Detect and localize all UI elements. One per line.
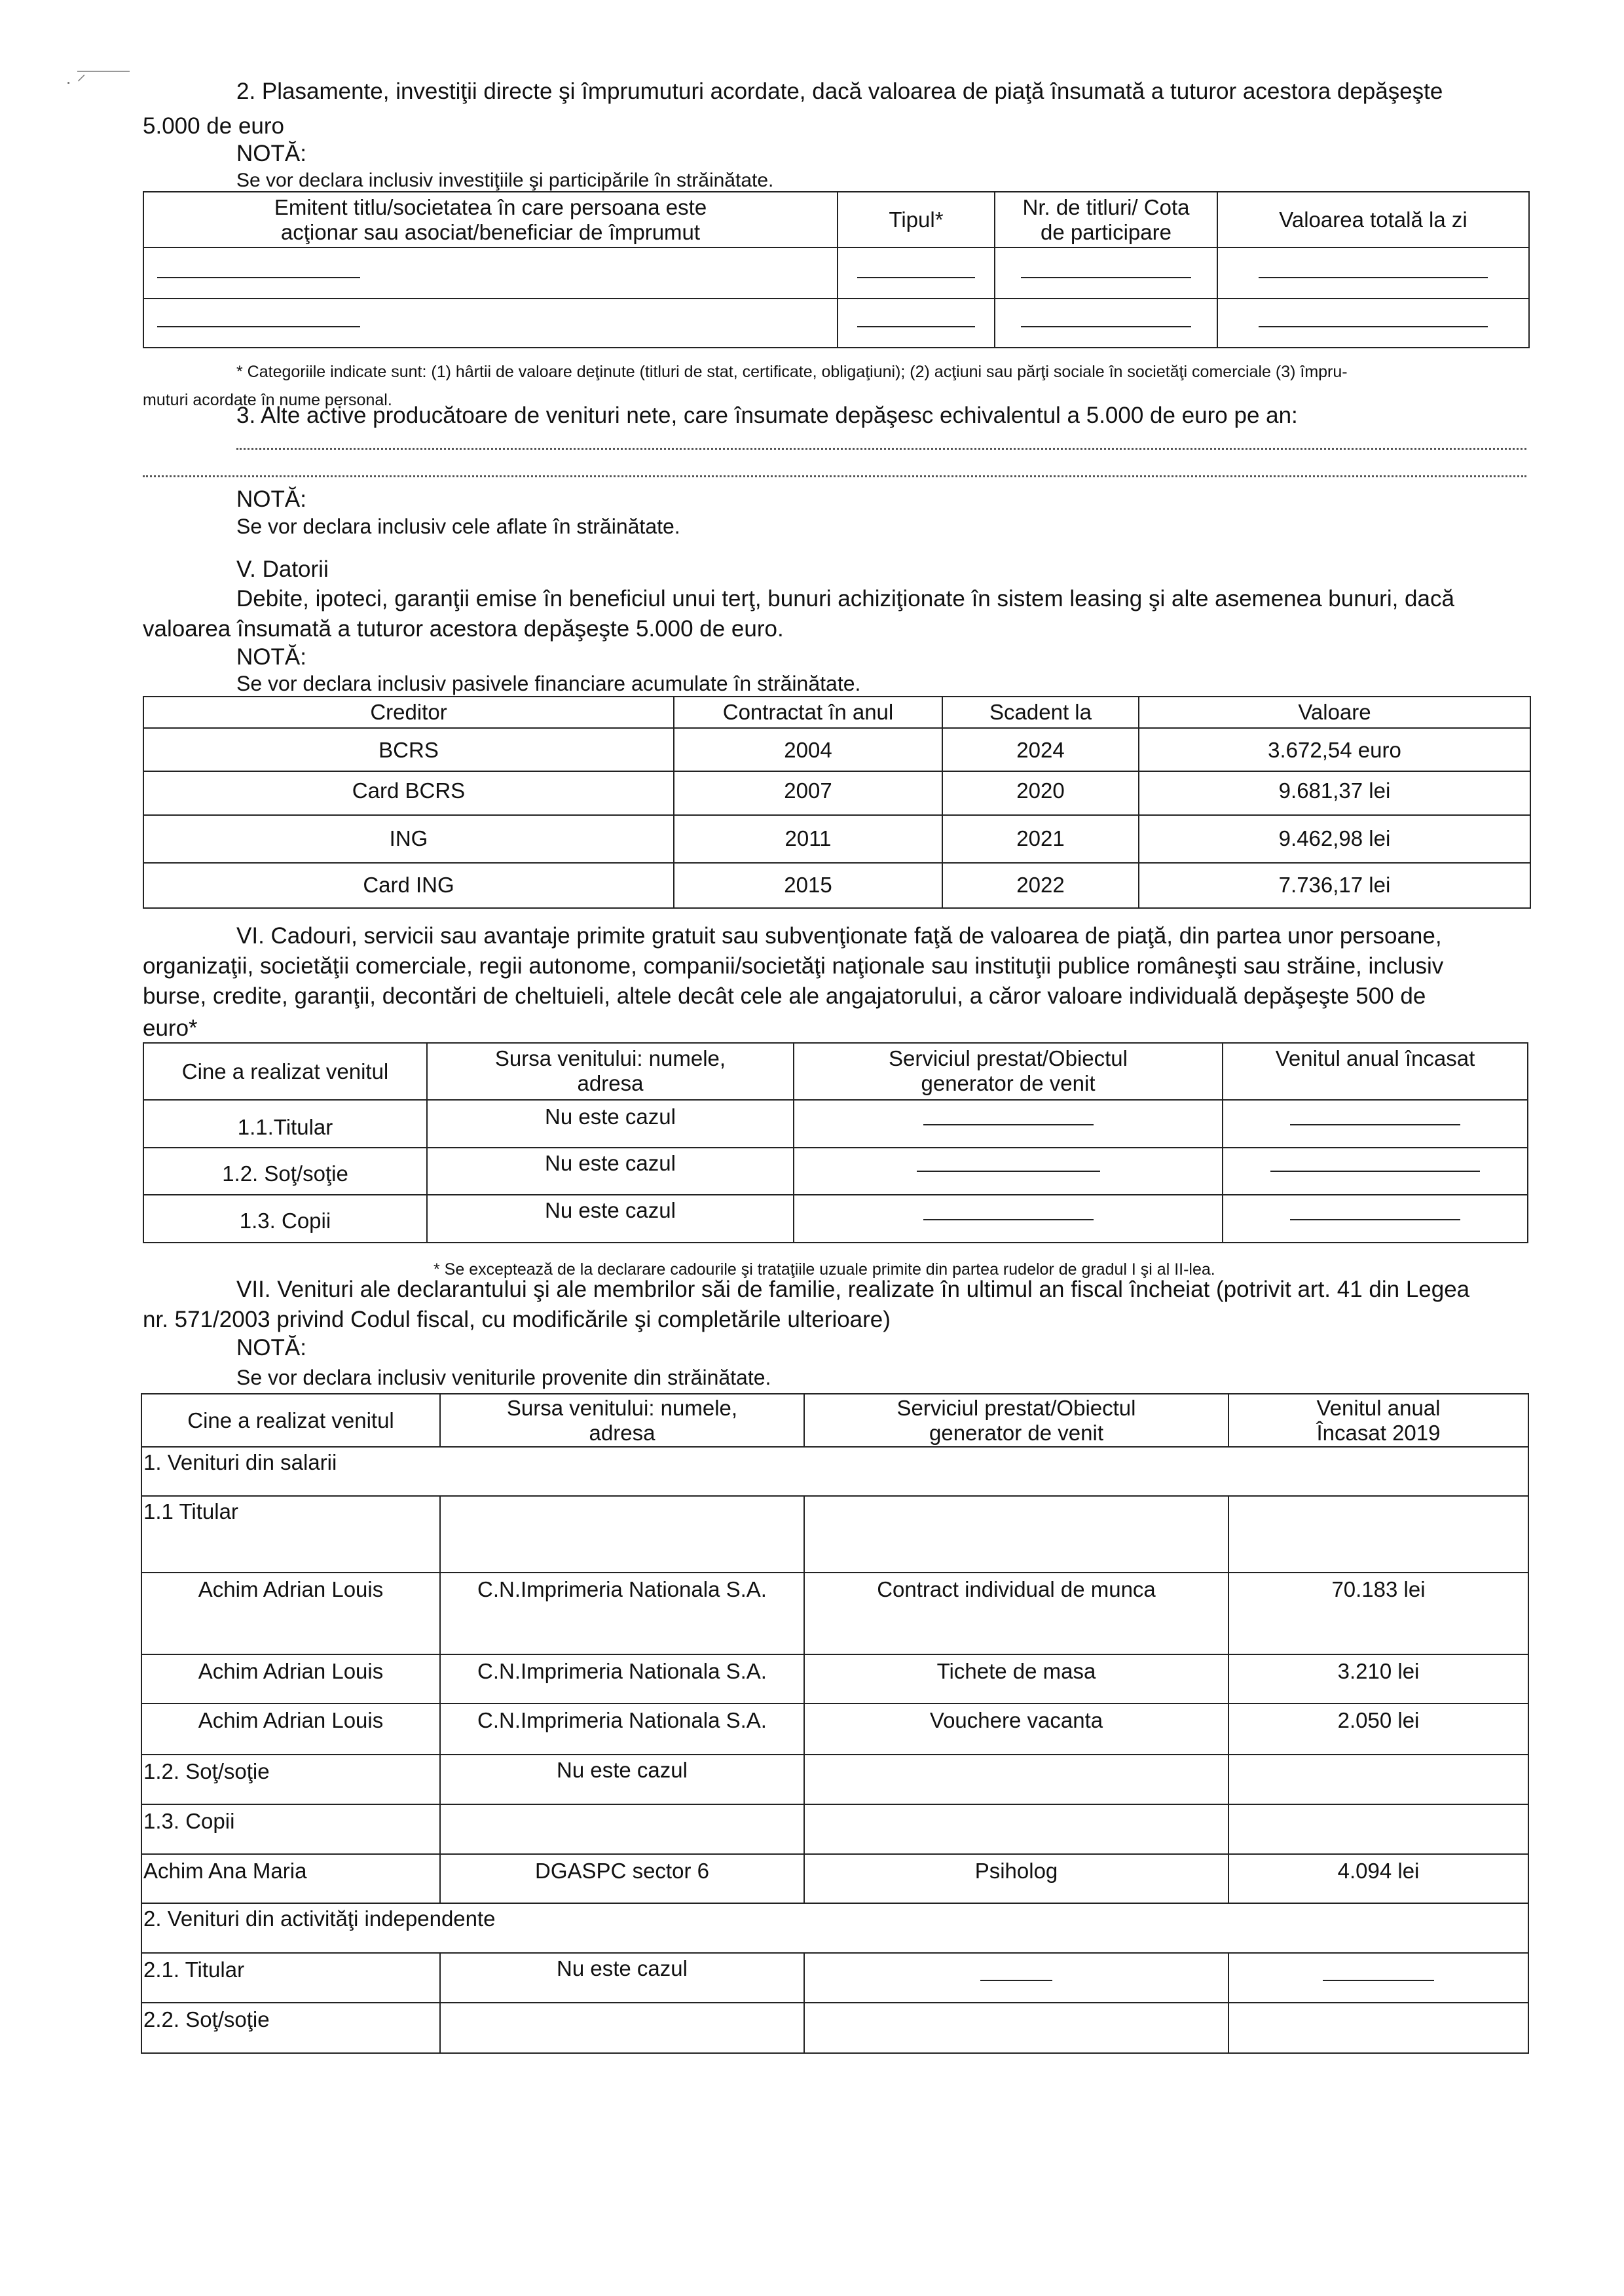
- gift-cine: 1.2. Soţ/soţie: [143, 1148, 427, 1195]
- debt-value: 9.681,37 lei: [1139, 771, 1530, 815]
- inv-h-tipul: Tipul*: [838, 192, 995, 247]
- debt-value: 7.736,17 lei: [1139, 863, 1530, 908]
- blank-line: [157, 326, 360, 327]
- table-row: [143, 728, 1530, 771]
- debt-year: 2004: [674, 728, 942, 771]
- inv-h-valoare: Valoarea totală la zi: [1217, 192, 1529, 247]
- inc-child-venit: 4.094 lei: [1228, 1854, 1528, 1903]
- inc-t21-sursa: Nu este cazul: [440, 1953, 804, 2003]
- debt-h-scadent: Scadent la: [942, 697, 1139, 728]
- debt-creditor: BCRS: [143, 728, 674, 771]
- s7-line1: VII. Venituri ale declarantului şi ale membrilor săi de familie, realizate în ultimul an fiscal încheiat (potrivit art. 41 din Legea: [236, 1277, 1470, 1302]
- s6-footnote: * Se exceptează de la declarare cadourile şi trataţiile uzuale primite din partea rudelor de gradul I şi al II-lea.: [434, 1260, 1215, 1279]
- blank-line: [1021, 326, 1191, 327]
- blank-line: [857, 277, 975, 278]
- scan-line: [77, 71, 130, 72]
- table-row: [143, 1195, 1528, 1243]
- gift-h-sursa: Sursa venitului: numele, adresa: [427, 1043, 794, 1100]
- inc-copii: 1.3. Copii: [141, 1804, 440, 1854]
- s2-line2: 5.000 de euro: [143, 113, 285, 139]
- s2-line1: 2. Plasamente, investiţii directe şi împrumuturi acordate, dacă valoarea de piaţă însumată a tuturor acestora depăşeşte: [236, 79, 1443, 104]
- inc-venit: 70.183 lei: [1228, 1573, 1528, 1654]
- inc-cine: Achim Adrian Louis: [141, 1654, 440, 1704]
- s5-title: V. Datorii: [236, 556, 329, 582]
- gift-sursa: Nu este cazul: [427, 1195, 794, 1243]
- s6-line4: euro*: [143, 1015, 198, 1041]
- inc-h-cine: Cine a realizat venitul: [141, 1394, 440, 1447]
- s5-nota: NOTĂ:: [236, 644, 306, 670]
- inc-sec2: 2. Venituri din activităţi independente: [141, 1903, 1528, 1953]
- inv-h-emitent: Emitent titlu/societatea în care persoana este acţionar sau asociat/beneficiar de împrumut: [143, 192, 838, 247]
- inc-sursa: C.N.Imprimeria Nationala S.A.: [440, 1573, 804, 1654]
- s5-line1: Debite, ipoteci, garanţii emise în beneficiul unui terţ, bunuri achiziţionate în sistem leasing şi alte asemenea bunuri, dacă: [236, 586, 1454, 611]
- table-row: [143, 815, 1530, 863]
- scan-mark: · ⸍: [65, 71, 86, 92]
- debt-year: 2015: [674, 863, 942, 908]
- debt-value: 3.672,54 euro: [1139, 728, 1530, 771]
- inc-venit: 3.210 lei: [1228, 1654, 1528, 1704]
- gift-cine: 1.1.Titular: [143, 1100, 427, 1148]
- inc-cine: Achim Adrian Louis: [141, 1704, 440, 1755]
- inc-h-venit: Venitul anual Încasat 2019: [1228, 1394, 1528, 1447]
- s3-line: 3. Alte active producătoare de venituri nete, care însumate depăşesc echivalentul a 5.000 de euro pe an:: [236, 403, 1298, 428]
- table-row: [143, 1148, 1528, 1195]
- s6-line3: burse, credite, garanţii, decontări de cheltuieli, altele decât cele ale angajatorului, a căror valoare individuală depăşeşte 500 de: [143, 983, 1426, 1009]
- inc-serviciu: Contract individual de munca: [804, 1573, 1228, 1654]
- blank-line: [1290, 1219, 1460, 1220]
- s5-line2: valoarea însumată a tuturor acestora depăşeşte 5.000 de euro.: [143, 616, 784, 642]
- inc-sot: 1.2. Soţ/soţie: [141, 1755, 440, 1804]
- s3-nota: NOTĂ:: [236, 486, 306, 512]
- inc-sursa: C.N.Imprimeria Nationala S.A.: [440, 1654, 804, 1704]
- inc-child-cine: Achim Ana Maria: [141, 1854, 440, 1903]
- debts-table: [143, 696, 1531, 909]
- debt-creditor: Card BCRS: [143, 771, 674, 815]
- inc-cine: Achim Adrian Louis: [141, 1573, 440, 1654]
- gift-sursa: Nu este cazul: [427, 1148, 794, 1195]
- gifts-table: [143, 1042, 1528, 1243]
- debt-h-creditor: Creditor: [143, 697, 674, 728]
- table-row: [143, 771, 1530, 815]
- blank-line: [857, 326, 975, 327]
- s7-note: Se vor declara inclusiv veniturile provenite din străinătate.: [236, 1366, 771, 1389]
- s2-nota: NOTĂ:: [236, 141, 306, 166]
- inc-serviciu: Vouchere vacanta: [804, 1704, 1228, 1755]
- inv-row: [143, 299, 1529, 348]
- debt-due: 2021: [942, 815, 1139, 863]
- inc-child-sursa: DGASPC sector 6: [440, 1854, 804, 1903]
- inc-serviciu: Tichete de masa: [804, 1654, 1228, 1704]
- blank-line: [157, 277, 360, 278]
- inc-venit: 2.050 lei: [1228, 1704, 1528, 1755]
- s2-footnote2: muturi acordate în nume personal.: [143, 391, 392, 409]
- inc-sec1: 1. Venituri din salarii: [141, 1447, 1528, 1496]
- debt-year: 2007: [674, 771, 942, 815]
- inc-child-serviciu: Psiholog: [804, 1854, 1228, 1903]
- s6-line2: organizaţii, societăţii comerciale, regii autonome, companii/societăţi naţionale sau instituţii publice româneşti sau străine, inclusiv: [143, 953, 1444, 979]
- debt-creditor: Card ING: [143, 863, 674, 908]
- table-row: [143, 863, 1530, 908]
- s3-dotted-line-1: [236, 448, 1526, 450]
- blank-line: [1259, 326, 1488, 327]
- gift-h-cine: Cine a realizat venitul: [143, 1043, 427, 1100]
- inc-titular: 1.1 Titular: [141, 1496, 440, 1573]
- inc-sursa: C.N.Imprimeria Nationala S.A.: [440, 1704, 804, 1755]
- blank-line: [923, 1124, 1094, 1125]
- blank-line: [1021, 277, 1191, 278]
- s7-nota: NOTĂ:: [236, 1335, 306, 1360]
- s3-dotted-line-2: [143, 475, 1526, 477]
- table-row: [141, 1704, 1528, 1755]
- blank-line: [923, 1219, 1094, 1220]
- debt-due: 2020: [942, 771, 1139, 815]
- s2-footnote1: * Categoriile indicate sunt: (1) hârtii de valoare deţinute (titluri de stat, certificate, obligaţiuni); (2) acţiuni sau părţi sociale în societăţi comerciale (3) împru-: [236, 363, 1348, 381]
- blank-line: [1259, 277, 1488, 278]
- s3-note: Se vor declara inclusiv cele aflate în străinătate.: [236, 515, 680, 538]
- s6-line1: VI. Cadouri, servicii sau avantaje primite gratuit sau subvenţionate faţă de valoarea de piaţă, din partea unor persoane,: [236, 923, 1442, 949]
- blank-line: [1270, 1171, 1480, 1172]
- debt-h-contractat: Contractat în anul: [674, 697, 942, 728]
- table-row: [141, 1654, 1528, 1704]
- debt-value: 9.462,98 lei: [1139, 815, 1530, 863]
- inv-h-titluri: Nr. de titluri/ Cota de participare: [995, 192, 1217, 247]
- gift-h-venit: Venitul anual încasat: [1223, 1043, 1528, 1100]
- gift-h-serviciu: Serviciul prestat/Obiectul generator de venit: [794, 1043, 1223, 1100]
- gift-cine: 1.3. Copii: [143, 1195, 427, 1243]
- debt-due: 2024: [942, 728, 1139, 771]
- debt-creditor: ING: [143, 815, 674, 863]
- income-table: [141, 1393, 1529, 2054]
- debt-year: 2011: [674, 815, 942, 863]
- table-row: [141, 1573, 1528, 1654]
- s5-note: Se vor declara inclusiv pasivele financiare acumulate în străinătate.: [236, 672, 861, 695]
- blank-line: [1323, 1980, 1434, 1981]
- blank-line: [980, 1980, 1052, 1981]
- inc-t22: 2.2. Soţ/soţie: [141, 2003, 440, 2053]
- blank-line: [1290, 1124, 1460, 1125]
- inv-row: [143, 247, 1529, 299]
- blank-line: [917, 1171, 1100, 1172]
- inc-t21: 2.1. Titular: [141, 1953, 440, 2003]
- debt-due: 2022: [942, 863, 1139, 908]
- debt-h-valoare: Valoare: [1139, 697, 1530, 728]
- inc-h-sursa: Sursa venitului: numele, adresa: [440, 1394, 804, 1447]
- investments-table: [143, 191, 1530, 348]
- table-row: [143, 1100, 1528, 1148]
- table-row: [141, 1854, 1528, 1903]
- s2-note: Se vor declara inclusiv investiţiile şi participările în străinătate.: [236, 170, 774, 191]
- gift-sursa: Nu este cazul: [427, 1100, 794, 1148]
- inc-h-serviciu: Serviciul prestat/Obiectul generator de venit: [804, 1394, 1228, 1447]
- s7-line2: nr. 571/2003 privind Codul fiscal, cu modificările şi completările ulterioare): [143, 1307, 891, 1332]
- inc-sot-sursa: Nu este cazul: [440, 1755, 804, 1804]
